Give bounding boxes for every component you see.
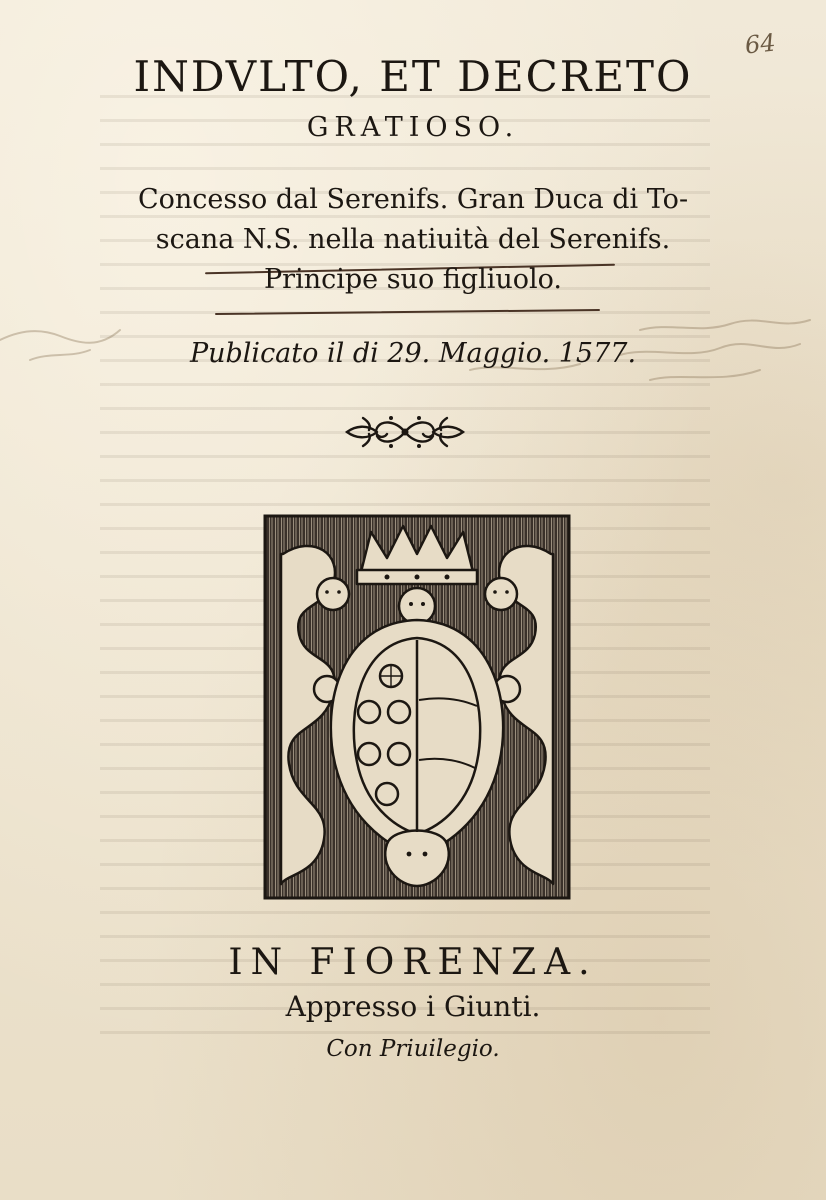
subtitle-line-1: Concesso dal Serenifs. Gran Duca di To- — [137, 184, 689, 215]
publication-date: Publicato il di 29. Maggio. 1577. — [189, 338, 637, 369]
title-line-2: GRATIOSO. — [306, 112, 520, 143]
imprint-privilege: Con Priuilegio. — [326, 1036, 500, 1062]
printer-ornament-icon — [343, 412, 467, 452]
subtitle-line-2: scana N.S. nella natiuità del Serenifs. — [155, 224, 671, 255]
imprint-printer: Appresso i Giunti. — [285, 990, 541, 1023]
manuscript-folio-number: 64 — [743, 28, 777, 60]
imprint-city: IN FIORENZA. — [228, 942, 598, 983]
medici-coat-of-arms-woodcut — [263, 514, 571, 900]
title-line-1: INDVLTO, ET DECRETO — [133, 52, 693, 101]
subtitle-line-3: Principe suo figliuolo. — [264, 264, 562, 295]
